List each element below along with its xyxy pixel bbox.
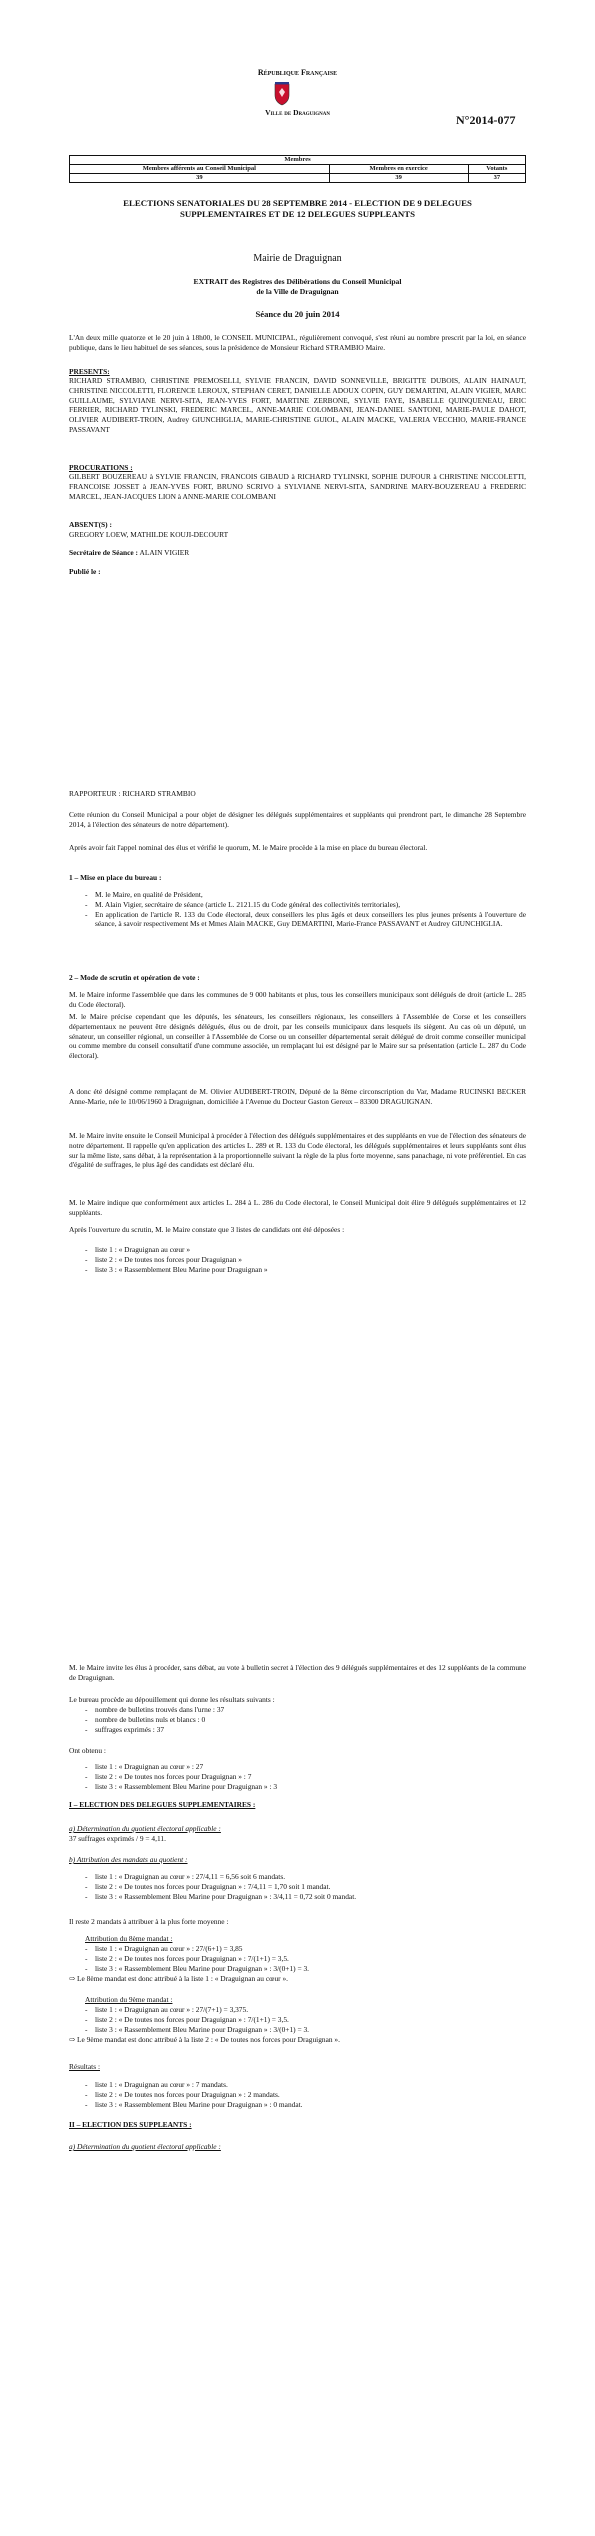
list-item: - liste 1 : « Draguignan au cœur » : 27/4,11 = 6,56 soit 6 mandats.	[85, 1872, 526, 1882]
ont-obtenu-label: Ont obtenu :	[69, 1746, 106, 1755]
list-item: - liste 1 : « Draguignan au cœur »	[85, 1245, 526, 1255]
list-item: - liste 2 : « De toutes nos forces pour Draguignan » : 7	[85, 1772, 526, 1782]
results-title: Résultats :	[69, 2062, 100, 2071]
list-item: - liste 3 : « Rassemblement Bleu Marine pour Draguignan » : 0 mandat.	[85, 2100, 526, 2110]
attribution-title: b) Attribution des mandats au quotient :	[69, 1855, 188, 1864]
attribution-9-result: ⇨ Le 9ème mandat est donc attribué à la liste 2 : « De toutes nos forces pour Draguignan ».	[69, 2035, 340, 2044]
section-2-paragraph-1: M. le Maire informe l'assemblée que dans les communes de 9 000 habitants et plus, tous les conseillers municipaux sont délégués de droit (article L. 285 du Code électoral).	[69, 990, 526, 1009]
list-item: - M. Alain Vigier, secrétaire de séance (article L. 2121.15 du Code général des collectivités territoriales),	[85, 900, 526, 910]
section-2-paragraph-6: Après l'ouverture du scrutin, M. le Maire constate que 3 listes de candidats ont été déposées :	[69, 1225, 345, 1234]
town-heading: Ville de Draguignan	[265, 108, 330, 117]
results-list	[85, 2080, 526, 2109]
col-header-exercice: Membres en exercice	[329, 165, 468, 174]
extrait-line-1: EXTRAIT des Registres des Délibérations du Conseil Municipal	[193, 277, 402, 286]
quotient-2-title: a) Détermination du quotient électoral applicable :	[69, 2142, 221, 2151]
list-item: - liste 1 : « Draguignan au cœur » : 27/(7+1) = 3,375.	[85, 2005, 526, 2015]
mairie-heading: Mairie de Draguignan	[253, 253, 342, 264]
bureau-results-intro: Le bureau procède au dépouillement qui donne les résultats suivants :	[69, 1695, 275, 1704]
value-afferents: 39	[70, 174, 330, 183]
attribution-8-list	[85, 1944, 526, 1973]
attribution-list	[85, 1872, 526, 1901]
list-item: - nombre de bulletins nuls et blancs : 0	[85, 1715, 526, 1725]
section-2-paragraph-4: M. le Maire invite ensuite le Conseil Municipal à procéder à l'élection des délégués supplémentaires et des suppléants en vue de l'élection des sénateurs de notre département. Il rappelle qu'en application des articles L. 289 et R. 133 du Code électoral, les délégués supplémentaires et leurs suppléants sont élus sur la même liste, sans débat, à la représentation à la proportionnelle suivant la règle de la plus forte moyenne, sans panachage, ni vote préférentiel. En cas d'égalité de suffrages, le plus âgé des candidats est déclaré élu.	[69, 1131, 526, 1170]
list-item: - liste 1 : « Draguignan au cœur » : 7 mandats.	[85, 2080, 526, 2090]
republic-heading: République Française	[257, 68, 338, 77]
paragraph-objet: Cette réunion du Conseil Municipal a pour objet de désigner les délégués supplémentaires et suppléants qui prendront part, le dimanche 28 Septembre 2014, à l'élection des sénateurs de notre département).	[69, 810, 526, 829]
list-item: - suffrages exprimés : 37	[85, 1725, 526, 1735]
list-item: - liste 2 : « De toutes nos forces pour Draguignan » : 2 mandats.	[85, 2090, 526, 2100]
list-item: - liste 1 : « Draguignan au cœur » : 27/(6+1) = 3,85	[85, 1944, 526, 1954]
absents-list: GREGORY LOEW, MATHILDE KOUJI-DECOURT	[69, 530, 229, 539]
value-exercice: 39	[329, 174, 468, 183]
attribution-8-title: Attribution du 8ème mandat :	[85, 1934, 173, 1943]
list-item: - liste 3 : « Rassemblement Bleu Marine pour Draguignan » : 3/4,11 = 0,72 soit 0 mandat.	[85, 1892, 526, 1902]
intro-paragraph: L'An deux mille quatorze et le 20 juin à 18h00, le CONSEIL MUNICIPAL, régulièrement convoqué, s'est réuni au nombre prescrit par la loi, en séance publique, dans le lieu habituel de ses séances, sous la présidence de Monsieur Richard STRAMBIO Maire.	[69, 333, 526, 352]
col-header-votants: Votants	[468, 165, 525, 174]
section-2-paragraph-2: M. le Maire précise cependant que les députés, les sénateurs, les conseillers régionaux, les conseillers à l'Assemblée de Corse et les conseillers départementaux ne peuvent être désignés délégués, élus ou de droit, par les conseils municipaux dans lesquels ils siègent. Au cas où un député, un sénateur, un conseiller régional, un conseiller à l'Assemblée de Corse ou un conseiller départemental serait délégué de droit comme conseiller municipal ou comme membre du conseil consultatif d'une commune associée, un remplaçant lui est désigné par le Maire sur sa présentation (article L. 287 du Code électoral).	[69, 1012, 526, 1061]
bureau-members-list	[85, 890, 526, 929]
rapporteur: RAPPORTEUR : RICHARD STRAMBIO	[69, 789, 196, 798]
votes-obtained-list	[85, 1762, 526, 1791]
secretaire-name: ALAIN VIGIER	[139, 548, 190, 557]
document-title: ELECTIONS SENATORIALES DU 28 SEPTEMBRE 2014 - ELECTION DE 9 DELEGUES SUPPLEMENTAIRES ET DE 12 DELEGUES SUPPLEANTS	[123, 198, 472, 220]
list-item: - liste 2 : « De toutes nos forces pour Draguignan »	[85, 1255, 526, 1265]
list-item: - liste 1 : « Draguignan au cœur » : 27	[85, 1762, 526, 1772]
presents-label: PRESENTS:	[69, 367, 110, 376]
quotient-value: 37 suffrages exprimés / 9 = 4,11.	[69, 1834, 166, 1843]
publie-label: Publié le :	[69, 567, 101, 576]
section-1-title: 1 – Mise en place du bureau :	[69, 873, 162, 882]
section-2-paragraph-5: M. le Maire indique que conformément aux articles L. 284 à L. 286 du Code électoral, le Conseil Municipal doit élire 9 délégués supplémentaires et 12 suppléants.	[69, 1198, 526, 1217]
remaining-mandates: Il reste 2 mandats à attribuer à la plus forte moyenne :	[69, 1917, 229, 1926]
vote-invitation: M. le Maire invite les élus à procéder, sans débat, au vote à bulletin secret à l'élection des 9 délégués supplémentaires et des 12 suppléants de la commune de Draguignan.	[69, 1663, 526, 1682]
quotient-title: a) Détermination du quotient électoral applicable :	[69, 1824, 221, 1833]
list-item: - liste 3 : « Rassemblement Bleu Marine pour Draguignan » : 3/(0+1) = 3.	[85, 1964, 526, 1974]
attribution-9-title: Attribution du 9ème mandat :	[85, 1995, 173, 2004]
attribution-9-list	[85, 2005, 526, 2034]
members-table-title: Membres	[70, 156, 526, 165]
list-item: - En application de l'article R. 133 du Code électoral, deux conseillers les plus âgés et deux conseillers les plus jeunes présents à l'ouverture de séance, à savoir respectivement Ms et Mmes Alain MACKE, Guy DEMARTINI, Marie-France PASSAVANT et Audrey GIUNCHIGLIA.	[85, 910, 526, 930]
section-2-paragraph-3: A donc été désigné comme remplaçant de M. Olivier AUDIBERT-TROIN, Député de la 8ème circonscription du Var, Madame RUCINSKI BECKER Anne-Marie, née le 10/06/1960 à Draguignan, domiciliée à l'Avenue du Docteur Gaston Gereux – 83300 DRAGUIGNAN.	[69, 1087, 526, 1106]
list-item: - M. le Maire, en qualité de Président,	[85, 890, 526, 900]
section-2-title: 2 – Mode de scrutin et opération de vote :	[69, 973, 200, 982]
bureau-results-list	[85, 1705, 526, 1734]
seance-date: Séance du 20 juin 2014	[255, 309, 340, 319]
presents-list: RICHARD STRAMBIO, CHRISTINE PREMOSELLI, SYLVIE FRANCIN, DAVID SONNEVILLE, BRIGITTE DUBOIS, ALAIN HAINAUT, CHRISTINE NICCOLETTI, FLORENCE LEROUX, STEPHAN CERET, DANIELLE ADOUX COPIN, GUY DEMARTINI, ALAIN VIGIER, MARC GUILLAUME, SYLVIANE NERVI-SITA, JEAN-YVES FORT, MARTINE ZERBONE, SYLVIE FAYE, ISABELLE QUINQUENEAU, ERIC FERRIER, RICHARD TYLINSKI, FREDERIC MARCEL, ANNE-MARIE COLOMBANI, JEAN-DANIEL SANTONI, MARIE-PAULE DAHOT, OLIVIER AUDIBERT-TROIN, Audrey GIUNCHIGLIA, MARIE-CHRISTINE GUIOL, ALAIN MACKE, VALERIA VECCHIO, MARIE-FRANCE PASSAVANT	[69, 376, 526, 434]
members-table	[69, 155, 526, 183]
city-crest-logo	[274, 82, 290, 106]
list-item: - nombre de bulletins trouvés dans l'urne : 37	[85, 1705, 526, 1715]
procurations-list: GILBERT BOUZEREAU à SYLVIE FRANCIN, FRANCOIS GIBAUD à RICHARD TYLINSKI, SOPHIE DUFOUR à CHRISTINE NICCOLETTI, FRANCOISE JOSSET à JEAN-YVES FORT, BRUNO SCRIVO à SYLVIANE NERVI-SITA, SANDRINE MARY-BOUZEREAU à FREDERIC MARCEL, JEAN-JACQUES LION à ANNE-MARIE COLOMBANI	[69, 472, 526, 501]
value-votants: 37	[468, 174, 525, 183]
attribution-8-result: ⇨ Le 8ème mandat est donc attribué à la liste 1 : « Draguignan au cœur ».	[69, 1974, 289, 1983]
candidate-lists	[85, 1245, 526, 1274]
part-2-title: II – ELECTION DES SUPPLEANTS :	[69, 2120, 192, 2129]
procurations-label: PROCURATIONS :	[69, 463, 133, 472]
part-1-title: I – ELECTION DES DELEGUES SUPPLEMENTAIRES :	[69, 1800, 256, 1809]
list-item: - liste 2 : « De toutes nos forces pour Draguignan » : 7/(1+1) = 3,5.	[85, 1954, 526, 1964]
secretaire-label: Secrétaire de Séance :	[69, 548, 139, 557]
col-header-afferents: Membres afférents au Conseil Municipal	[70, 165, 330, 174]
list-item: - liste 3 : « Rassemblement Bleu Marine pour Draguignan » : 3/(0+1) = 3.	[85, 2025, 526, 2035]
list-item: - liste 3 : « Rassemblement Bleu Marine pour Draguignan » : 3	[85, 1782, 526, 1792]
paragraph-appel: Après avoir fait l'appel nominal des élus et vérifié le quorum, M. le Maire procède à la mise en place du bureau électoral.	[69, 843, 428, 852]
document-number: N°2014-077	[456, 113, 516, 127]
list-item: - liste 2 : « De toutes nos forces pour Draguignan » : 7/(1+1) = 3,5.	[85, 2015, 526, 2025]
secretaire-line	[69, 548, 189, 558]
extrait-line-2: de la Ville de Draguignan	[256, 287, 339, 296]
list-item: - liste 2 : « De toutes nos forces pour Draguignan » : 7/4,11 = 1,70 soit 1 mandat.	[85, 1882, 526, 1892]
list-item: - liste 3 : « Rassemblement Bleu Marine pour Draguignan »	[85, 1265, 526, 1275]
absents-label: ABSENT(S) :	[69, 520, 112, 529]
